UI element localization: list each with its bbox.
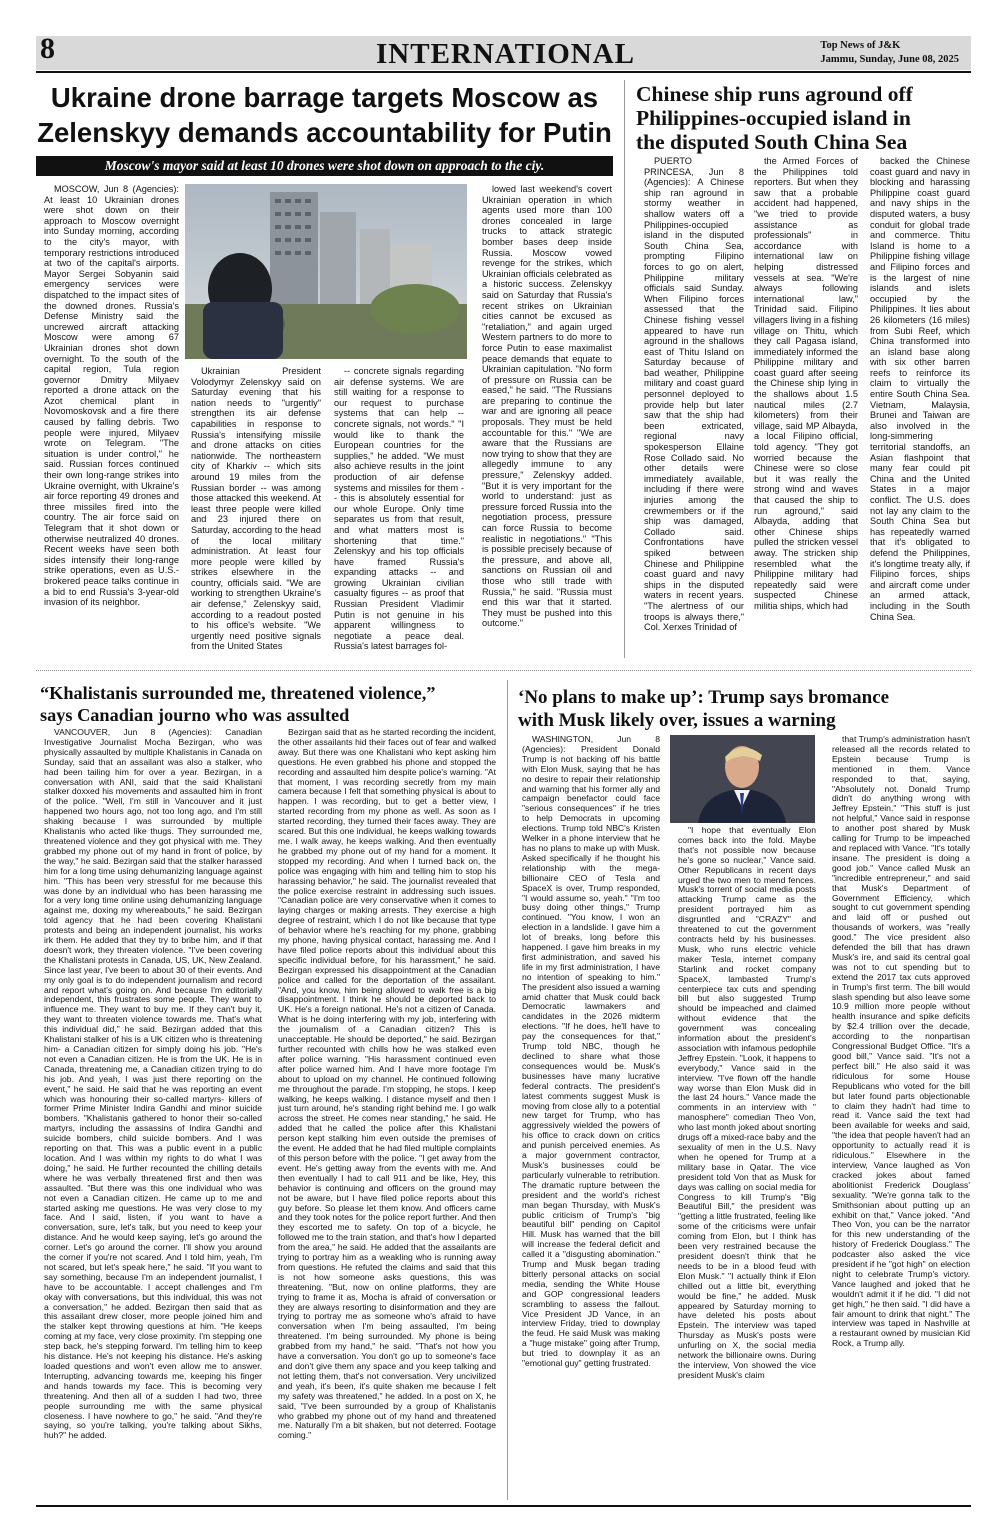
footer-rule bbox=[36, 1505, 971, 1507]
story4-col2-text: "I hope that eventually Elon comes back into the fold. Maybe that's not possible now because he's gone so nuclear," Vance said. Other Republicans in recent days urged the two men to mend fences. Musk's torrent of social media posts attacking Trump came as the president portrayed him as disgruntled and "CRAZY" and threatened to cut the government contracts held by his businesses. Musk, who runs electric vehicle maker Tesla, internet company Starlink and rocket company SpaceX, lambasted Trump's centerpiece tax cuts and spending bill but also suggested Trump should be impeached and claimed without evidence that the government was concealing information about the president's association with infamous pedophile Jeffrey Epstein. "Look, it happens to everybody," Vance said in the interview. "I've flown off the handle way worse than Elon Musk did in the last 24 hours." Vance made the comments in an interview with " manosphere" comedian Theo Von, who last month joked about snorting drugs off a mixed-race baby and the sexuality of men in the U.S. Navy when he opened for Trump at a military base in Qatar. The vice president told Von that as Musk for days was calling on social media for Congress to kill Trump's "Big Beautiful Bill," the president was "getting a little frustrated, feeling like some of the criticisms were unfair coming from Elon, but I think has been very restrained because the president doesn't think that he needs to be in a blood feud with Elon Musk." "I actually think if Elon chilled out a little bit, everything would be fine," he added. Musk appeared by Saturday morning to have deleted his posts about Epstein. The interview was taped Thursday as Musk's posts were unfurling on X, the social media network the billionaire owns. During the interview, Von showed the vice president Musk's claim bbox=[678, 826, 816, 1380]
story3-col1-text: VANCOUVER, Jun 8 (Agencies): Canadian Investigative Journalist Mocha Bezirgan, who was physically assaulted by multiple Khalistanis in Canada on Sunday, said that an assailant was also a stalker, who had been tailing him for over a year. Bezirgan, in a conversation with ANI, said that the said Khalistani stalker doxxed his movements and assaulted him in front of the police. "Well, I'm still in Vancouver and it just happened two hours ago, not too long ago, and I'm still shaking because I was surrounded by multiple Khalistanis who acted like thugs. They surrounded me, threatened violence and they got physical with me. They grabbed my phone out of my hand in front of police, by the way," he said. Bezirgan said that the stalker harassed him for a long time using dehumanizing language against him. "This has been very stressful for me because this was done by an individual who has been harassing me for a very long time online using dehumanizing language against me, doxing my whereabouts," he said. Bezirgan told agency that he had been covering Khalistani protests and being an independent journalist, his works irk them. He added that they try to bribe him, and if that doesn't work, they threaten violence. "I've been covering the Khalistani protests in Canada, US, UK, New Zealand. Since last year, I've been to about 30 of their events. And my only goal is to do independent journalism and record and report what's going on. And because I'm editorially independent, this frustrates some people. They want to influence me. They want to buy me. If they can't buy it, they want to threaten violence towards me. That's what this individual did," he said. Bezirgan added that this Khalistani stalker of his is a UK citizen who is threatening him- a Canadian citizen for simply doing his job. "He's not even a Canadian citizen. He is from the UK. He is in Canada, threatening me, a Canadian citizen trying to do his job. And yeah, I was just there reporting on the event," he said. He said that he was reporting an event which was honouring their so-called martyrs- killers of former Prime Minister Indira Gandhi and minor suicide bombers. "Khalistanis gathered to honor their so-called martyrs, including the assassins of Indira Gandhi and suicide bombers, child suicide bombers. And I was reporting on that. This was a public event in a public location. And I was within my rights to do what I was doing," he said. He further recounted the chilling details where he was verbally threatened first and then was assaulted. "But there was this one individual who was not even a Canadian citizen. He came up to me and started asking me questions. He was very close to my face. And I said, listen, if you want to have a conversation, sure, let's talk, but you need to keep your distance. And he would keep saying, let's go around the corner. Let's go around the corner. I'll show you around the corner if you're not scared. And I told him, yeah, I'm not scared, but let's speak here," he said. "If you want to say something, because I'm an independent journalist, I have to be accountable. I accept challenges and I'm okay with conversations, but this individual, this was not a conversation," he added. Bezirgan then said that as this assailant drew closer, more people joined him and the stalker kept throwing questions at him. "He keeps coming at my face, very close proximity. I'm stepping one step back, he's stepping forward. I'm telling him to keep his distance. He's not keeping his distance. He's asking loaded questions and won't even allow me to answer. Interrupting, advancing towards me, keeping his finger and hands towards my face. This is becoming very threatening. And then all of a sudden I had two, three people surrounding me with the same physical closeness. I have nowhere to go," he said. "And they're saying, so you're talking, you're talking about Sikhs, huh?" he added. bbox=[44, 728, 262, 1441]
photo-image bbox=[185, 184, 467, 359]
story3-column-2 bbox=[278, 728, 496, 1500]
story1-col3-text: -- concrete signals regarding air defense systems. We are still waiting for a response to our request to purchase systems that can help -- concrete signals, not words." "I would like to thank the European countries for the supplies," he added. "We must also achieve results in the joint production of air defense systems and missiles for them -- this is absolutely essential for our whole Europe. Only time separates us from that result, and what matters most is shortening that time." Zelenskyy and his top officials have framed Russia's expanding attacks -- and growing Ukrainian civilian casualty figures -- as proof that Russian President Vladimir Putin is not genuine in his apparent willingness to negotiate a peace deal. Russia's latest barrages fol- bbox=[334, 366, 464, 652]
dateline: Jammu, Sunday, June 08, 2025 bbox=[820, 54, 959, 65]
story3-headline-line1: “Khalistanis surrounded me, threatened violence,” bbox=[40, 683, 436, 703]
story3-headline-line2: says Canadian journo who was assulted bbox=[40, 705, 350, 725]
story2-headline-line1: Chinese ship runs aground off bbox=[636, 82, 913, 106]
publication-name: Top News of J&K bbox=[820, 40, 901, 51]
column-divider bbox=[624, 80, 625, 658]
story4-column-2 bbox=[678, 826, 816, 1500]
story4-col1-text: WASHINGTON, Jun 8 (Agencies): President Donald Trump is not backing off his battle with Elon Musk, saying that he has no desire to repair their relationship and warning that his former ally and campaign benefactor could face "serious consequences" if he tries to help Democrats in upcoming elections. Trump told NBC's Kristen Welker in a phone interview that he has no plans to make up with Musk. Asked specifically if he thought his relationship with the mega-billionaire CEO of Tesla and SpaceX is over, Trump responded, "I would assume so, yeah." "I'm too busy doing other things," Trump continued. "You know, I won an election in a landslide. I gave him a lot of breaks, long before this happened. I gave him breaks in my first administration, and saved his life in my first administration, I have no intention of speaking to him." The president also issued a warning amid chatter that Musk could back Democratic lawmakers and candidates in the 2026 midterm elections. "If he does, he'll have to pay the consequences for that," Trump told NBC, though he declined to share what those consequences would be. Musk's businesses have many lucrative federal contracts. The president's latest comments suggest Musk is moving from close ally to a potential new target for Trump, who has aggressively wielded the powers of his office to crack down on critics and punish perceived enemies. As a major government contractor, Musk's businesses could be particularly vulnerable to retribution. The dramatic rupture between the president and the world's richest man began Thursday, with Musk's public criticism of Trump's "big beautiful bill" pending on Capitol Hill. Musk has warned that the bill will increase the federal deficit and called it a "disgusting abomination." Trump and Musk began trading bitterly personal attacks on social media, sending the White House and GOP congressional leaders scrambling to assess the fallout. Vice President JD Vance, in an interview Friday, tried to downplay the feud. He said Musk was making a "huge mistake" going after Trump, but tried to downplay it as an "emotional guy" getting frustrated. bbox=[522, 735, 660, 1369]
story4-column-1 bbox=[522, 735, 660, 1500]
story1-column-2 bbox=[191, 366, 321, 656]
photo-image-2 bbox=[670, 735, 815, 823]
story2-column-1 bbox=[644, 156, 744, 656]
story1-headline bbox=[36, 80, 613, 150]
story4-headline bbox=[518, 686, 978, 732]
story1-headline-line2: Zelenskyy demands accountability for Putin bbox=[37, 117, 612, 148]
section-divider bbox=[36, 670, 971, 671]
story4-headline-line2: with Musk likely over, issues a warning bbox=[518, 710, 836, 731]
story1-column-1 bbox=[44, 184, 179, 652]
story2-column-3 bbox=[870, 156, 970, 656]
story2-headline bbox=[636, 82, 976, 154]
story2-headline-line3: the disputed South China Sea bbox=[636, 130, 908, 154]
story3-column-1 bbox=[44, 728, 262, 1500]
publication-info bbox=[820, 39, 959, 67]
column-divider-2 bbox=[507, 680, 508, 1500]
section-title: INTERNATIONAL bbox=[376, 38, 636, 70]
story3-headline bbox=[40, 682, 510, 726]
story1-col4-text: lowed last weekend's covert Ukrainian operation in which agents used more than 100 drones concealed in large trucks to attack strategic bomber bases deep inside Russia. Moscow vowed revenge for the strikes, which Ukrainian officials celebrated as a historic success. Zelenskyy said on Saturday that Russia's recent strikes on Ukrainian cities cannot be excused as "retaliation," and again urged Western partners to do more to force Putin to ease maximalist peace demands that equate to Ukrainian capitulation. "No form of pressure on Russia can be eased," he said. "The Russians are preparing to continue the war and are ignoring all peace proposals. They must be held accountable for this." "We are aware that the Russians are now trying to show that they are allegedly immune to any pressure," Zelenskyy added. "But it is very important for the world to understand: just as pressure forced Russia into the negotiation process, pressure can force Russia to become realistic in negotiations." "This is possible precisely because of the pressure, and above all, sanctions on Russian oil and those who still trade with Russia," he said. "Russia must end this war that it started. They must be pushed into this outcome." bbox=[482, 184, 612, 629]
story1-column-3 bbox=[334, 366, 464, 656]
zelenskyy-photo bbox=[185, 184, 467, 359]
story3-col2-text: Bezirgan said that as he started recording the incident, the other assailants hid their faces out of fear and walked away. But there was one Khalistani who kept asking him questions. He even grabbed his phone and stopped the recording and assaulted him despite police's warning. "At that moment, I was recording secretly from my main camera because I felt that something physical is about to happen. I was recording, but to get a better view, I started recording from my phone as well. As soon as I started recording, they turned their faces away. They are scared. But this one individual, he keeps walking towards me. I walk away, he keeps walking. And then eventually he grabbed my phone out of my hand for a moment. It stopped my recording. And when I turned back on, the police was engaging with him and telling him to stop his harassing behavior," he said. The journalist revealed that the police exercise restraint in addressing such issues. "Canadian police are very conservative when it comes to laying charges or making arrests. They exercise a high degree of restraint, which I do not like because that type of behavior where he's reaching for my phone, grabbing my phone, having physical contact, harassing me. And I have filed police reports about this individual about this specific individual before, for his harassment," he said. Bezirgan expressed his disappointment at the Canadian police and called for the deportation of the assailant. "And, you know, him being allowed to walk free is a big disappointment. I think he should be deported back to UK. He's a foreign national. He's not a citizen of Canada. What is he doing interfering with my job, interfering with the journalism of a Canadian citizen? This is unacceptable. He should be deported," he said. Bezirgan further recounted with chills how he was stalked even after police warning. "His harassment continued even after police warned him. And I have more footage I'm about to upload on my channel. He continued following me throughout the parade. I'm stopping, he stops. I keep walking, he keeps walking. I distance myself and then I just turn around, he's standing right behind me. I go walk across the street. He comes near standing," he said. He added that he called the police after this Khalistani person kept stalking him even outside the premises of the event. He added that he had filed multiple complaints of this person before with the police. "I get away from the event. He's getting away from the events with me. And then eventually I had to call 911 and be like, Hey, this behavior is continuing and officers on the ground may not be aware, but I have filed police reports about this guy before. So please let them know. And officers came and they took notes for the police report further. And then they escorted me to safety. On top of a bicycle, he followed me to the train station, and that's how I departed from the area," he said. He added that the assailants are trying to portray him as a weakling who is running away from questions. He refuted the claims and said that this is not how someone asks questions, this was threatening. "But, now on online platforms, they are trying to frame it as, Mocha is afraid of conversation or they are always resorting to disinformation and they are trying to portray me as someone who's afraid to have conversation when I'm being assaulted, I'm being threatened. I'm being surrounded. My phone is being grabbed from my hand," he said. "That's not how you have a conversation. You don't go up to someone's face and don't give them any space and you keep talking and not letting them, that's not conversation. Very uncivilized and yeah, it's been, it's quite shaken me because I felt my safety was threatened," he added. In a post on X, he said, "I've been surrounded by a group of Khalistanis who grabbed my phone out of my hand and threatened me. Naturally I'm a bit shaken, but not deterred. Footage coming." bbox=[278, 728, 496, 1441]
masthead bbox=[36, 32, 971, 70]
story2-headline-line2: Philippines-occupied island in bbox=[636, 106, 911, 130]
story1-col2-text: Ukrainian President Volodymyr Zelenskyy said on Saturday evening that his nation needs to "urgently" strengthen its air defense capabilities in response to Russia's intensifying missile and drone attacks on cities nationwide. The northeastern city of Kharkiv -- which sits around 19 miles from the Russian border -- was among those attacked this weekend. At least three people were killed and 23 injured there on Saturday, according to the head of the local military administration. At least four more people were killed by strikes elsewhere in the country, officials said. "We are working to strengthen Ukraine's air defense," Zelenskyy said, according to a readout posted to his office's website. "We urgently need positive signals from the United States bbox=[191, 366, 321, 652]
story2-col3-text: backed the Chinese coast guard and navy in blocking and harassing Philippine coast guard and navy ships in the disputed waters, a busy conduit for global trade and commerce. Thitu Island is home to a Philippine fishing village and Filipino forces and is the largest of nine islands and islets occupied by the Philippines. It lies about 26 kilometers (16 miles) from Subi Reef, which China transformed into an island base along with six other barren reefs to reinforce its claim to virtually the entire South China Sea. Vietnam, Malaysia, Brunei and Taiwan are also involved in the long-simmering territorial standoffs, an Asian flashpoint that many fear could pit China and the United States in a major conflict. The U.S. does not lay any claim to the South China Sea but has repeatedly warned that it's obligated to defend the Philippines, it's longtime treaty ally, if Filipino forces, ships and aircraft come under an armed attack, including in the South China Sea. bbox=[870, 156, 970, 622]
story2-column-2 bbox=[754, 156, 858, 656]
story1-deck: Moscow's mayor said at least 10 drones were shot down on approach to the ciy. bbox=[36, 156, 613, 176]
masthead-rule bbox=[36, 71, 971, 73]
story1-column-4 bbox=[482, 184, 612, 656]
story4-column-3 bbox=[832, 735, 970, 1500]
page-number: 8 bbox=[40, 32, 55, 65]
story4-headline-line1: ‘No plans to make up’: Trump says bromance bbox=[518, 687, 890, 708]
story1-col1-text: MOSCOW, Jun 8 (Agencies): At least 10 Ukrainian drones were shot down on their approach to Moscow overnight into Sunday morning, according to the city's mayor, with temporary restrictions introduced at two of the capital's airports. Mayor Sergei Sobyanin said emergency services were dispatched to the impact sites of the downed drones. Russia's Defense Ministry said the uncrewed aircraft attacking Moscow were among 67 Ukrainian drones shot down overnight. To the south of the capital region, Tula region governor Dmitry Milyaev reported a drone attack on the Azot chemical plant in Novomoskovsk and a fire there caused by falling debris. Two people were injured, Milyaev wrote on Telegram. "The situation is under control," he said. Russian forces continued their own long-range strikes into Ukraine overnight, with Ukraine's air force reporting 49 drones and three missiles fired into the country. The air force said on Telegram that it shot down or otherwise neutralized 40 drones. Recent weeks have seen both sides intensify their long-range strike operations, even as U.S.-brokered peace talks continue in a bid to end Russia's 3-year-old invasion of its neighbor. bbox=[44, 184, 179, 608]
story1-headline-line1: Ukraine drone barrage targets Moscow as bbox=[50, 82, 599, 113]
story2-col1-text: PUERTO PRINCESA, Jun 8 (Agencies): A Chinese ship ran aground in stormy weather in shallow waters off a Philippines-occupied island in the disputed South China Sea, prompting Filipino forces to go on alert, Philippine military officials said Sunday. When Filipino forces assessed that the Chinese fishing vessel appeared to have run aground in the shallows east of Thitu Island on Saturday because of bad weather, Philippine military and coast guard personnel deployed to provide help but later saw that the ship had been extricated, regional navy spokesperson Ellaine Rose Collado said. No other details were immediately available, including if there were injuries among the crewmembers or if the ship was damaged, Collado said. Confrontations have spiked between Chinese and Philippine coast guard and navy ships in the disputed waters in recent years. "The alertness of our troops is always there," Col. Xerxes Trinidad of bbox=[644, 156, 744, 633]
trump-photo bbox=[670, 735, 815, 823]
story4-col3-text: that Trump's administration hasn't released all the records related to Epstein because Trump is mentioned in them. Vance responded to that, saying, "Absolutely not. Donald Trump didn't do anything wrong with Jeffrey Epstein." "This stuff is just not helpful," Vance said in response to another post shared by Musk calling for Trump to be impeached and replaced with Vance. "It's totally insane. The president is doing a good job." Vance called Musk an "incredible entrepreneur," and said that Musk's Department of Government Efficiency, which sought to cut government spending and laid off or pushed out thousands of workers, was "really good." The vice president also defended the bill that has drawn Musk's ire, and said its central goal was not to cut spending but to extend the 2017 tax cuts approved in Trump's first term. The bill would slash spending but also leave some 10.9 million more people without health insurance and spike deficits by $2.4 trillion over the decade, according to the nonpartisan Congressional Budget Office. "It's a good bill," Vance said. "It's not a perfect bill." He also said it was ridiculous for some House Republicans who voted for the bill but later found parts objectionable to claim they hadn't had time to read it. Vance said the text had been available for weeks and said, "the idea that people haven't had an opportunity to actually read it is ridiculous." Elsewhere in the interview, Vance laughed as Von cracked jokes about famed abolitionist Frederick Douglass' sexuality. "We're gonna talk to the Smithsonian about putting up an exhibit on that," Vance joked. "And Theo Von, you can be the narrator for this new understanding of the history of Frederick Douglass." The podcaster also asked the vice president if he "got high" on election night to celebrate Trump's victory. Vance laughed and joked that he wouldn't admit it if he did. "I did not get high," he then said. "I did have a fair amount to drink that night." The interview was taped in Nashville at a restaurant owned by musician Kid Rock, a Trump ally. bbox=[832, 735, 970, 1349]
story2-col2-text: the Armed Forces of the Philippines told reporters. But when they saw that a probable accident had happened, "we tried to provide assistance as professionals" in accordance with international law on helping distressed vessels at sea. "We're always following international law," Trinidad said. Filipino villagers living in a fishing village on Thitu, which they call Pagasa island, immediately informed the Philippine military and coast guard after seeing the Chinese ship lying in the shallows about 1.5 nautical miles (2.7 kilometers) from their village, said MP Albayda, a local Filipino official, told agency. "They got worried because the Chinese were so close but it was really the strong wind and waves that caused the ship to run aground," said Albayda, adding that other Chinese ships pulled the stricken vessel away. The stricken ship resembled what the Philippine military had repeatedly said were suspected Chinese militia ships, which had bbox=[754, 156, 858, 611]
